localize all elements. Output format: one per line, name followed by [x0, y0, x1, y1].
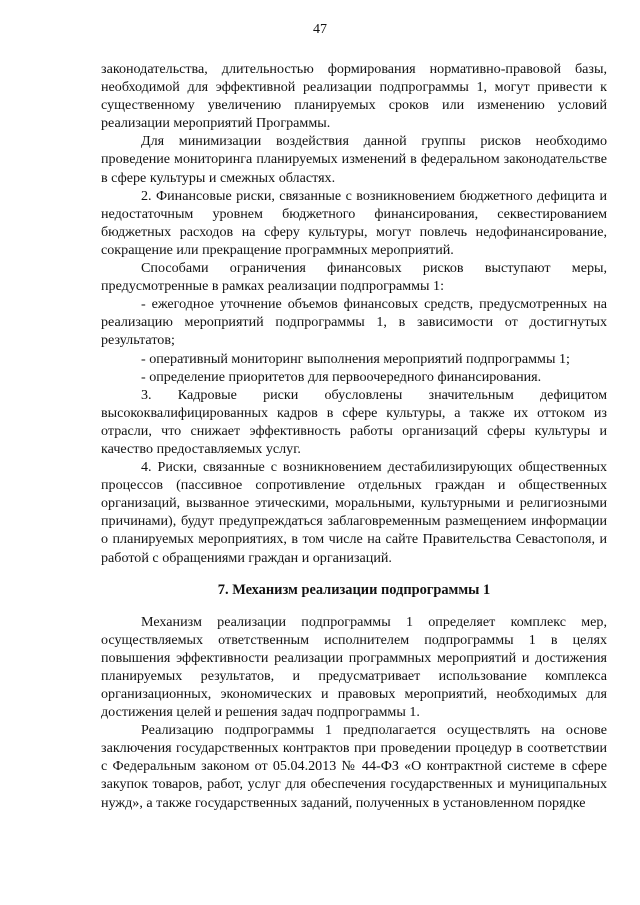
paragraph: Механизм реализации подпрограммы 1 определяет комплекс мер, осуществляемых ответственным исполнителем подпрограммы 1 в целях повышения эффективности реализации программных мероприятий и достижения планируемых результатов, и предусматривает использование комплекса организационных, экономических и правовых мероприятий, необходимых для достижения целей и решения задач подпрограммы 1.: [101, 613, 607, 721]
paragraph: - оперативный мониторинг выполнения мероприятий подпрограммы 1;: [141, 350, 570, 367]
paragraphs-before-heading: [101, 60, 607, 567]
document-body: [101, 60, 607, 812]
paragraph: законодательства, длительностью формирования нормативно-правовой базы, необходимой для эффективной реализации подпрограммы 1, могут привести к существенному увеличению планируемых сроков или изменению условий реализации мероприятий Программы.: [101, 61, 607, 132]
paragraph: Для минимизации воздействия данной группы рисков необходимо проведение мониторинга планируемых изменений в федеральном законодательстве в сфере культуры и смежных областях.: [101, 133, 607, 186]
paragraph: Реализацию подпрограммы 1 предполагается осуществлять на основе заключения государственных контрактов при проведении процедур в соответствии с Федеральным законом от 05.04.2013 № 44-ФЗ «О контрактной системе в сфере закупок товаров, работ, услуг для обеспечения государственных и муниципальных нужд», а также государственных заданий, полученных в установленном порядке: [101, 722, 607, 811]
paragraph: 3. Кадровые риски обусловлены значительным дефицитом высококвалифицированных кадров в сфере культуры, а также их оттоком из отрасли, что снижает эффективность работы организаций сферы культуры и качество предоставляемых услуг.: [101, 386, 607, 457]
paragraph: 2. Финансовые риски, связанные с возникновением бюджетного дефицита и недостаточным уровнем бюджетного финансирования, секвестированием бюджетных расходов на сферу культуры, могут повлечь недофинансирование, сокращение или прекращение программных мероприятий.: [101, 187, 607, 258]
paragraph: Способами ограничения финансовых рисков выступают меры, предусмотренные в рамках реализации подпрограммы 1:: [101, 260, 607, 295]
paragraphs-after-heading: [101, 613, 607, 812]
paragraph: - определение приоритетов для первоочередного финансирования.: [141, 368, 542, 385]
section-heading: 7. Механизм реализации подпрограммы 1: [217, 581, 491, 598]
paragraph: - ежегодное уточнение объемов финансовых средств, предусмотренных на реализацию мероприятий подпрограммы 1, в зависимости от достигнутых результатов;: [101, 296, 607, 349]
paragraph: 4. Риски, связанные с возникновением дестабилизирующих общественных процессов (пассивное сопротивление отдельных граждан и общественных организаций, вызванное этическими, моральными, культурными и религиозными причинами), будут предупреждаться заблаговременным размещением информации о планируемых мероприятиях, в том числе на сайте Правительства Севастополя, и работой с обращениями граждан и организаций.: [101, 459, 607, 566]
page-number: 47: [313, 22, 327, 37]
